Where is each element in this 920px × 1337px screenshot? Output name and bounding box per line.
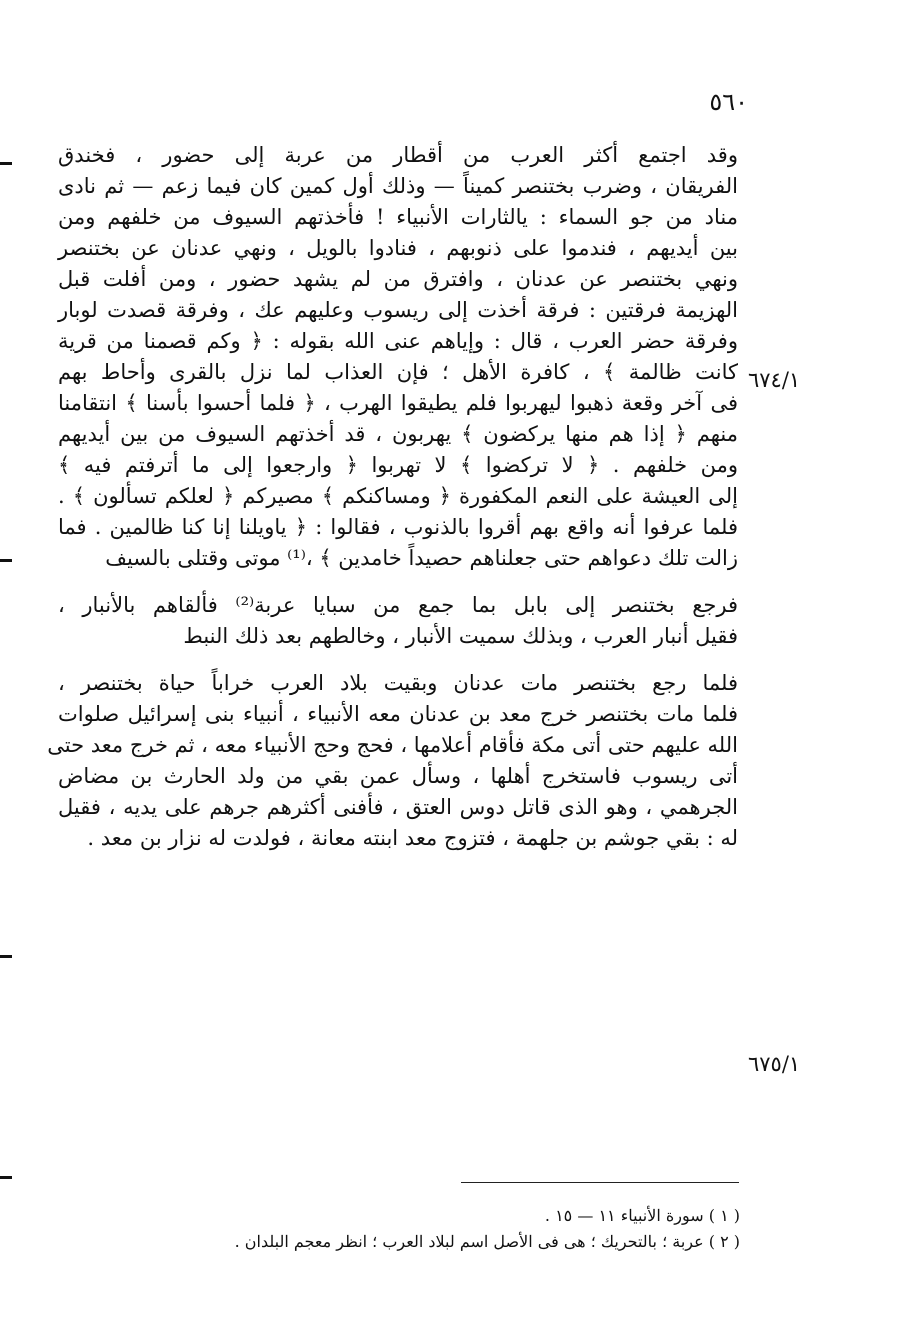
text-line: الله عليهم حتى أتى مكة فأقام أعلامها ، فحج وحج الأنبياء معه ، ثم خرج معد حتى (47, 733, 738, 757)
paragraph (58, 590, 738, 652)
edge-mark (0, 559, 12, 562)
paragraph (47, 668, 738, 854)
text-line: فلما عرفوا أنه واقع بهم أقروا بالذنوب ، فقالوا : ﴿ ياويلنا إنا كنا ظالمين . فما (58, 515, 738, 539)
text-line: وقد اجتمع أكثر العرب من أقطار من عربة إلى حضور ، فخندق (58, 143, 738, 167)
edge-mark (0, 162, 12, 165)
main-text (47, 140, 739, 854)
text-line: الجرهمي ، وهو الذى قاتل دوس العتق ، فأفنى أكثرهم جرهم على يديه ، فقيل (58, 795, 738, 819)
text-line: ومن خلفهم . ﴿ لا تركضوا ﴾ لا تهربوا ﴿ وارجعوا إلى ما أترفتم فيه ﴾ (58, 453, 738, 477)
text-line: فقيل أنبار العرب ، وبذلك سميت الأنبار ، وخالطهم بعد ذلك النبط (183, 624, 738, 648)
text-line: أتى ريسوب فاستخرج أهلها ، وسأل عمن بقي من ولد الحارث بن مضاض (58, 764, 738, 788)
text-line: زالت تلك دعواهم حتى جعلناهم حصيداً خامدين ﴾ ،⁽¹⁾ موتى وقتلى بالسيف (105, 546, 738, 570)
page-number: ٥٦٠ (709, 88, 748, 116)
text-line: ونهي بختنصر عن عدنان ، وافترق من لم يشهد حضور ، ومن أفلت قبل (58, 267, 738, 291)
text-line: فى آخر وقعة ذهبوا ليهربوا فلم يطيقوا الهرب ، ﴿ فلما أحسوا بأسنا ﴾ انتقامنا (58, 391, 738, 415)
margin-reference: ٦٧٤/١ (748, 368, 801, 392)
paragraph (58, 140, 738, 574)
footnote-divider (461, 1182, 739, 1183)
margin-reference: ٦٧٥/١ (748, 1052, 801, 1076)
text-line: فلما رجع بختنصر مات عدنان وبقيت بلاد العرب خراباً حياة بختنصر ، (58, 671, 738, 695)
text-line: بين أيديهم ، فندموا على ذنوبهم ، فنادوا بالويل ، ونهي عدنان عن بختنصر (58, 236, 738, 260)
edge-mark (0, 1176, 12, 1179)
text-line: الهزيمة فرقتين : فرقة أخذت إلى ريسوب وعليهم عك ، وفرقة قصدت لوبار (58, 298, 738, 322)
text-line: منهم ﴿ إذا هم منها يركضون ﴾ يهربون ، قد أخذتهم السيوف من بين أيديهم (58, 422, 738, 446)
text-line: كانت ظالمة ﴾ ، كافرة الأهل ؛ فإن العذاب لما نزل بالقرى وأحاط بهم (58, 360, 738, 384)
footnotes (160, 1203, 740, 1255)
footnote: ( ٢ ) عربة ؛ بالتحريك ؛ هى فى الأصل اسم لبلاد العرب ؛ انظر معجم البلدان . (234, 1232, 740, 1251)
edge-mark (0, 955, 12, 958)
text-line: إلى العيشة على النعم المكفورة ﴿ ومساكنكم ﴾ مصيركم ﴿ لعلكم تسألون ﴾ . (58, 484, 738, 508)
text-line: له : بقي جوشم بن جلهمة ، فتزوج معد ابنته معانة ، فولدت له نزار بن معد . (87, 826, 738, 850)
footnote: ( ١ ) سورة الأنبياء ١١ — ١٥ . (544, 1206, 740, 1225)
text-line: مناد من جو السماء : يالثارات الأنبياء ! فأخذتهم السيوف من خلفهم ومن (58, 205, 738, 229)
text-line: الفريقان ، وضرب بختنصر كميناً — وذلك أول كمين كان فيما زعم — ثم نادى (58, 174, 738, 198)
text-line: فرجع بختنصر إلى بابل بما جمع من سبايا عربة⁽²⁾ فألقاهم بالأنبار ، (58, 593, 739, 617)
text-line: وفرقة حضر العرب ، قال : وإياهم عنى الله بقوله : ﴿ وكم قصمنا من قرية (58, 329, 738, 353)
text-line: فلما مات بختنصر خرج معد بن عدنان معه الأنبياء ، أنبياء بنى إسرائيل صلوات (58, 702, 738, 726)
